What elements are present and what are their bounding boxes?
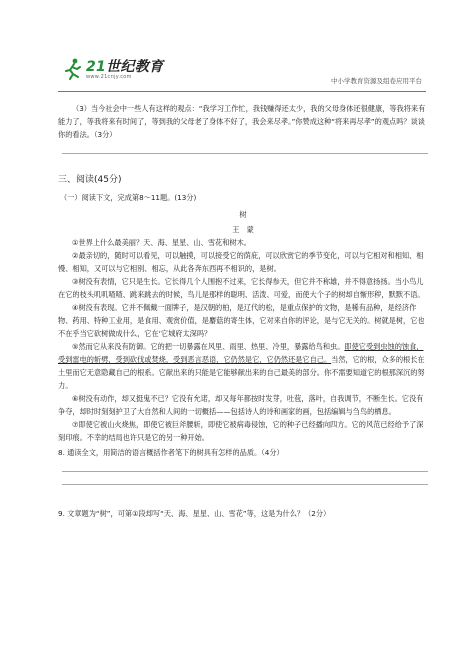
underlined-sentence: 即使它受到虫蚀的蚀食，受到雷电的斩劈，受到砍伐或焚烧，受到恶言恶语，它仍然是它，它仍然还是它自己。 [58, 342, 424, 364]
paragraph-2: ②最亲切的，随时可以看见，可以触摸，可以接受它的荫庇，可以欣赏它的季节变化，可以与它相对和相知、相慢、相知，又可以与它相别、相忘，从此各奔东西再不相识的，是树。 [58, 251, 424, 273]
article-author: 王 蒙 [232, 225, 254, 234]
site-logo [58, 52, 188, 86]
answer-line [62, 463, 428, 472]
runner-logo-icon [64, 58, 82, 80]
page-header [58, 52, 428, 92]
sub-section-title: （一）阅读下文，完成第8～11题。(13分) [60, 193, 197, 202]
question-9: 9. 文章题为“树”，可第①段却写“天、海、星星、山、雪花”等，这是为什么？（2分） [58, 509, 331, 518]
article-title: 树 [239, 210, 247, 219]
paragraph-5 [58, 340, 428, 392]
header-divider [58, 91, 426, 92]
paragraph-3: ③树没有表情，它只是生长。它长得几个人围抱不过来，它长得参天，但它并不称雄，并不得意扬扬。当小鸟儿在它的枝头叽叽喳喳、跳来跳去的时候，鸟儿是那样的聪明、活泼、可爱，而使大个子的树却自惭形秽，默默不语。 [58, 277, 425, 299]
question-3: （3）当今社会中一些人有这样的观点：“我学习工作忙，我钱赚得还太少，我的父母身体还很健康，等我将来有能力了，等我将来有时间了，等到我的父母老了身体不好了，我会来尽孝。”你赞成这种“将来再尽孝”的观点吗？谈谈你的看法。（3分） [58, 104, 426, 139]
answer-line [62, 145, 428, 154]
paragraph-1: ①世界上什么最美丽？天、海、星星、山、雪花和树木。 [72, 238, 251, 247]
logo-number: 21 [86, 59, 107, 75]
question-8: 8. 通读全文，用简洁的语言概括作者笔下的树具有怎样的品质。（4分） [58, 448, 284, 457]
section-title: 三、阅读(45分) [58, 175, 122, 185]
paragraph-5-start: ⑤然而它从来没有防御。它的把一切暴露在风里、雨里、热里、冷里，暴露给鸟和虫。 [72, 342, 345, 351]
paragraph-5-end: 当然，它的根，众多的根长在土里而它无意隐藏自己的根系。它献出来的只能是它能够献出来的自己最美的部分。你不需要知道它的根那深沉的努力。 [58, 355, 425, 390]
logo-name: 世纪教育 [106, 59, 164, 75]
logo-text [86, 56, 163, 76]
answer-line [62, 476, 428, 485]
paragraph-4: ④树没有表现。它并不佩戴一面牌子，是汉朝的柏，是辽代的松，是重点保护的文物，是稀有品种，是经济作物、药用、特种工业用，是食用、观赏价值，是麝菇的寄生体，它对来自你的评论，是与它无关的。树就是树，它也不在乎当它砍树做成什么，它在‘它城府太深吗？ [58, 303, 425, 338]
platform-name: 中小学教育资源及组卷应用平台 [331, 77, 422, 85]
paragraph-6: ⑥树没有动作，却又挺鬼不已？它没有允诺，却又每年都按时发芽，吐苞，落叶，自我调节，不断生长。它没有争夺，却时时刻刻护卫了大自然和人间的一切概括——包括诗人的诗和画家的画，包括编辑与刍鸟的栖息。 [58, 394, 424, 416]
paragraph-7: ⑦即使它被山火烧焦，即使它被巨斧腰斩，即使它被病毒侵蚀，它的种子已经播向四方。它的风范已经给予了深刻印痕。不幸的结局也许只是它的另一种开始。 [58, 420, 424, 442]
document-body [58, 102, 428, 520]
logo-url: www.21cnjy.com [86, 74, 132, 80]
